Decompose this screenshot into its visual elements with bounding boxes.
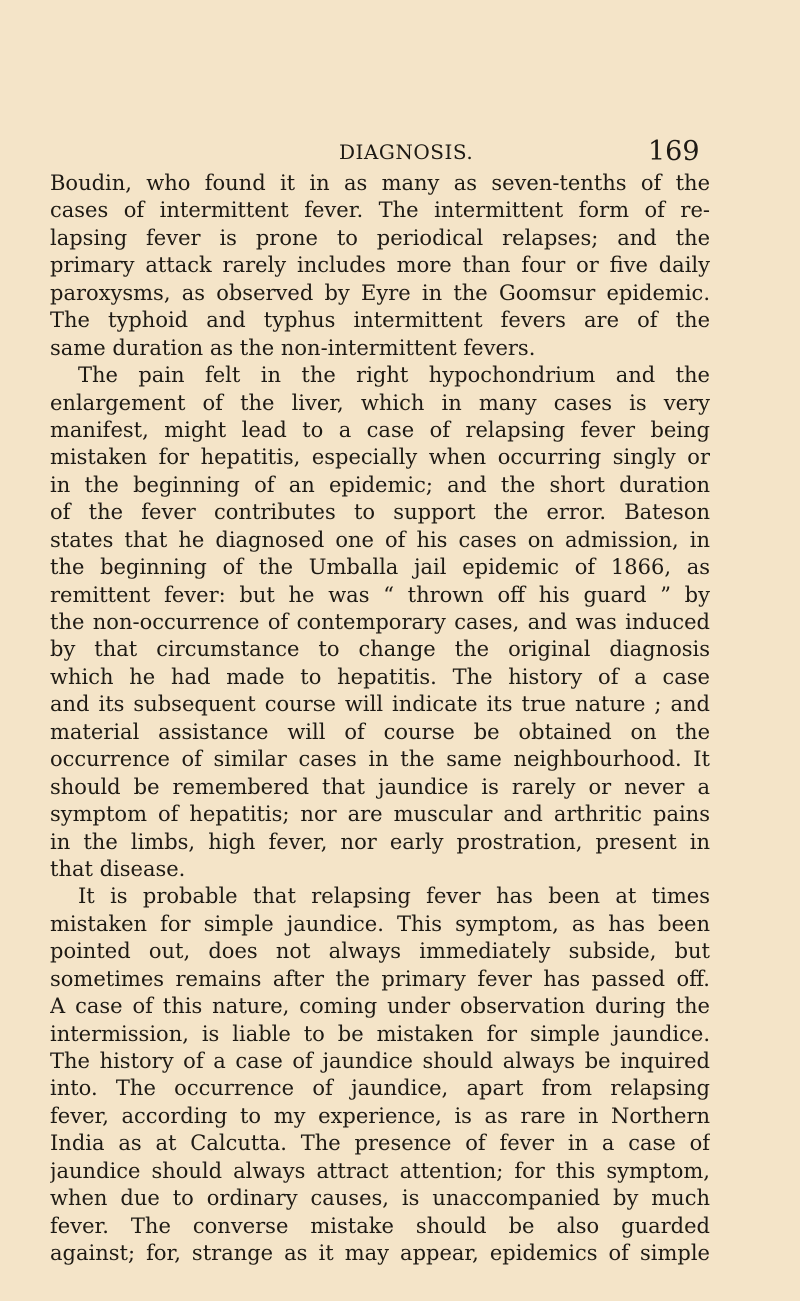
text-line: A case of this nature, coming under observation during the bbox=[50, 994, 710, 1019]
text-line: cases of intermittent fever. The intermittent form of re- bbox=[50, 198, 710, 223]
text-line: the non-occurrence of contemporary cases, and was induced bbox=[50, 610, 710, 634]
text-line: remittent fever: but he was “ thrown off his guard ” by bbox=[50, 582, 710, 607]
text-line: intermission, is liable to be mistaken for simple jaundice. bbox=[50, 1021, 710, 1046]
page-number: 169 bbox=[648, 136, 700, 167]
text-line: should be remembered that jaundice is rarely or never a bbox=[50, 774, 710, 799]
text-line: symptom of hepatitis; nor are muscular and arthritic pains bbox=[50, 802, 710, 827]
section-title: DIAGNOSIS. bbox=[339, 140, 474, 164]
text-line: The history of a case of jaundice should always be inquired bbox=[50, 1049, 710, 1073]
text-line: mistaken for simple jaundice. This symptom, as has been bbox=[50, 911, 710, 936]
text-line: lapsing fever is prone to periodical relapses; and the bbox=[50, 225, 710, 250]
text-line: states that he diagnosed one of his cases on admission, in bbox=[50, 527, 710, 552]
text-line: paroxysms, as observed by Eyre in the Goomsur epidemic. bbox=[50, 280, 710, 305]
text-line: sometimes remains after the primary fever has passed off. bbox=[50, 966, 710, 991]
text-line: fever, according to my experience, is as rare in Northern bbox=[50, 1103, 710, 1128]
text-line: manifest, might lead to a case of relapsing fever being bbox=[50, 417, 710, 442]
text-line: the beginning of the Umballa jail epidemic of 1866, as bbox=[50, 555, 710, 580]
text-line: of the fever contributes to support the error. Bateson bbox=[50, 500, 710, 525]
text-line: primary attack rarely includes more than four or five daily bbox=[50, 253, 710, 278]
text-line: in the beginning of an epidemic; and the short duration bbox=[50, 472, 710, 497]
text-line: mistaken for hepatitis, especially when occurring singly or bbox=[50, 445, 710, 470]
text-line: fever. The converse mistake should be also guarded bbox=[50, 1213, 710, 1238]
text-line: and its subsequent course will indicate its true nature ; and bbox=[50, 692, 710, 717]
text-line: into. The occurrence of jaundice, apart from relapsing bbox=[50, 1076, 710, 1101]
text-line: material assistance will of course be obtained on the bbox=[50, 719, 710, 744]
text-line: which he had made to hepatitis. The history of a case bbox=[50, 664, 710, 689]
text-line: It is probable that relapsing fever has been at times bbox=[78, 884, 710, 909]
text-line: same duration as the non-intermittent fevers. bbox=[50, 335, 536, 360]
text-line: pointed out, does not always immediately subside, but bbox=[50, 939, 710, 964]
text-line: in the limbs, high fever, nor early prostration, present in bbox=[50, 829, 710, 854]
text-line: by that circumstance to change the original diagnosis bbox=[50, 637, 710, 662]
text-line: occurrence of similar cases in the same neighbourhood. It bbox=[50, 747, 710, 772]
text-line: when due to ordinary causes, is unaccompanied by much bbox=[50, 1186, 710, 1211]
text-line: jaundice should always attract attention; for this symptom, bbox=[50, 1158, 710, 1183]
text-line: enlargement of the liver, which in many cases is very bbox=[50, 390, 710, 415]
body-text bbox=[50, 170, 710, 1268]
text-line: that disease. bbox=[50, 856, 186, 881]
text-line: against; for, strange as it may appear, epidemics of simple bbox=[50, 1241, 710, 1266]
text-line: The pain felt in the right hypochondrium and the bbox=[78, 363, 710, 388]
text-line: India as at Calcutta. The presence of fever in a case of bbox=[50, 1131, 710, 1156]
text-line: The typhoid and typhus intermittent fevers are of the bbox=[50, 308, 710, 333]
running-head bbox=[0, 136, 800, 166]
text-line: Boudin, who found it in as many as seven-tenths of the bbox=[50, 171, 710, 195]
